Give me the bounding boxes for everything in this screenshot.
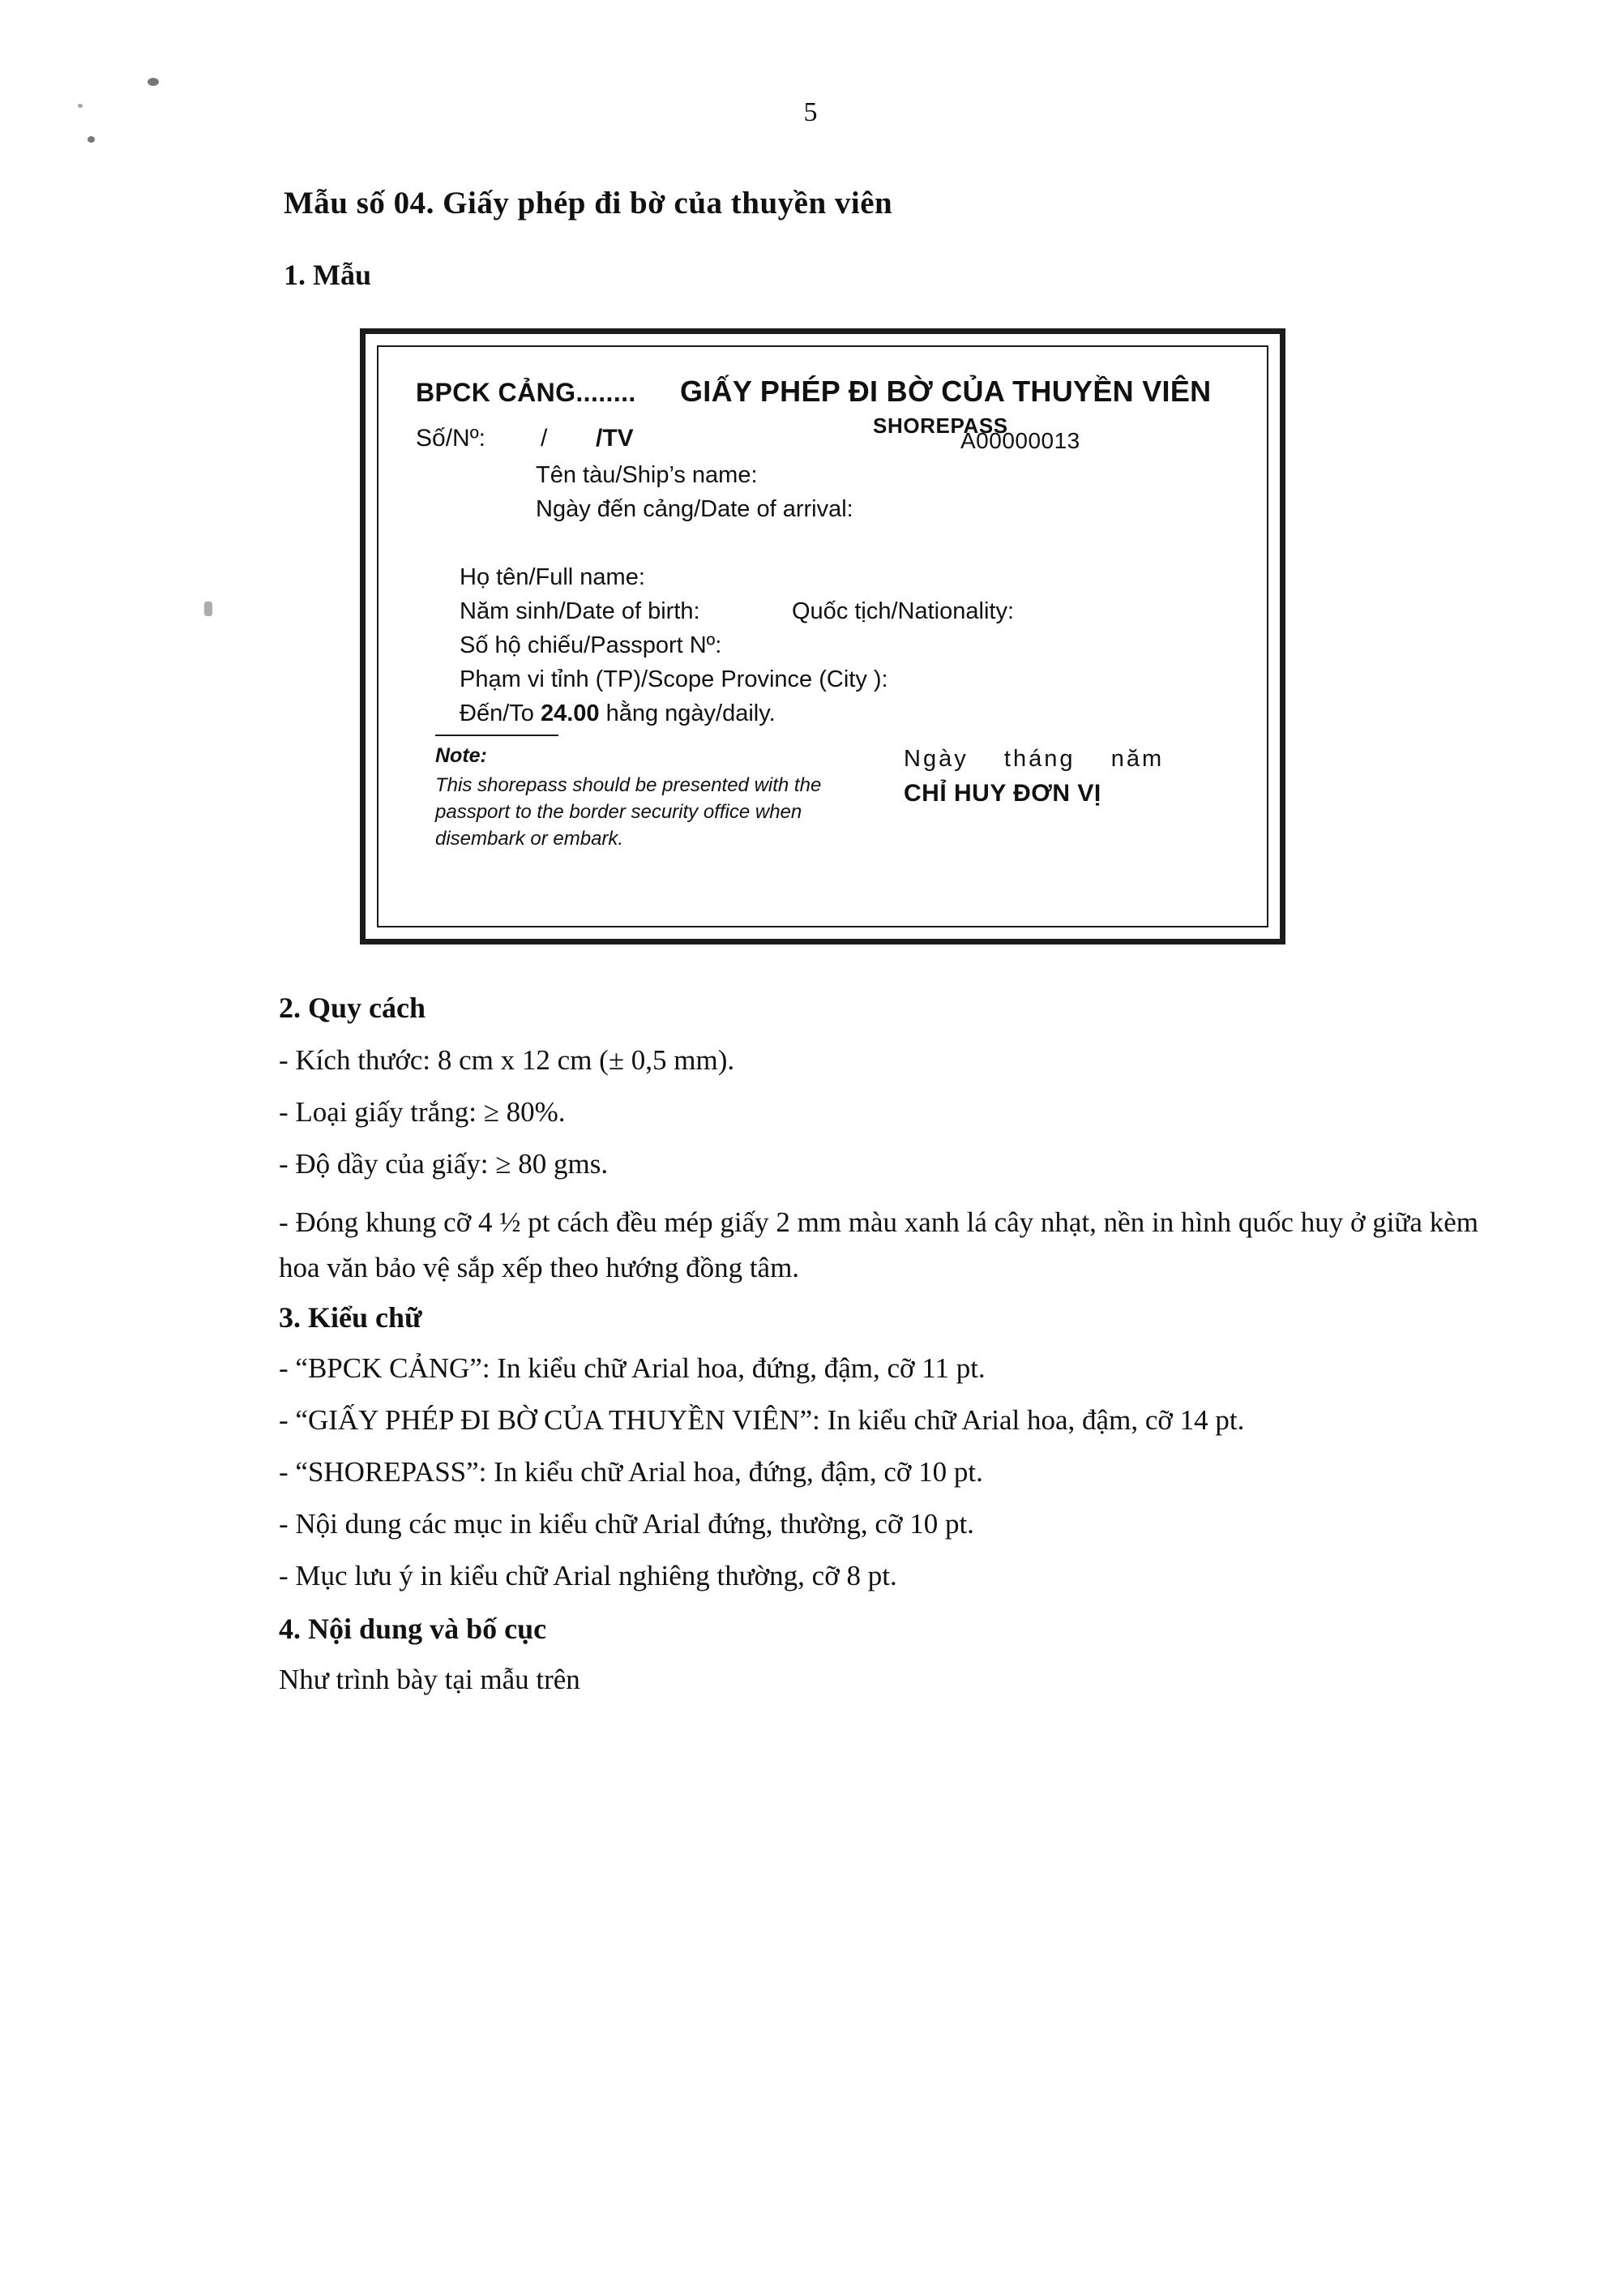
- scan-speck: [88, 136, 95, 143]
- card-scope-province-label: Phạm vi tỉnh (TP)/Scope Province (City ):: [460, 666, 888, 692]
- scan-speck: [204, 602, 212, 616]
- card-slash-separator: /: [541, 425, 548, 452]
- section-heading-2: 2. Quy cách: [279, 992, 426, 1024]
- card-note-text: This shorepass should be presented with the passport to the border security office when disembark or embark.: [435, 774, 822, 850]
- shorepass-card: [360, 328, 1285, 945]
- kieu-chu-item-5: - Mục lưu ý in kiểu chữ Arial nghiêng thường, cỡ 8 pt.: [279, 1560, 897, 1591]
- kieu-chu-item-4: - Nội dung các mục in kiểu chữ Arial đứng, thường, cỡ 10 pt.: [279, 1508, 974, 1540]
- page-number: 5: [803, 97, 818, 127]
- shorepass-card-inner-border: [377, 345, 1268, 927]
- card-signature-label: CHỈ HUY ĐƠN VỊ: [904, 780, 1101, 807]
- card-bpck-label: BPCK CẢNG........: [416, 378, 636, 407]
- card-full-name-label: Họ tên/Full name:: [460, 564, 645, 590]
- shorepass-card-content: [379, 347, 1267, 926]
- card-date-line: Ngày tháng năm: [904, 746, 1165, 772]
- kieu-chu-item-2: - “GIẤY PHÉP ĐI BỜ CỦA THUYỀN VIÊN”: In kiểu chữ Arial hoa, đậm, cỡ 14 pt.: [279, 1404, 1245, 1436]
- card-date-of-arrival-label: Ngày đến cảng/Date of arrival:: [536, 496, 853, 522]
- card-serial-number-label: Số/Nº:: [416, 425, 485, 452]
- kieu-chu-item-1: - “BPCK CẢNG”: In kiểu chữ Arial hoa, đứng, đậm, cỡ 11 pt.: [279, 1352, 986, 1384]
- section-heading-3: 3. Kiểu chữ: [279, 1301, 422, 1334]
- quy-cach-item-1: - Kích thước: 8 cm x 12 cm (± 0,5 mm).: [279, 1044, 735, 1076]
- card-valid-until-time: 24.00: [540, 700, 600, 726]
- card-tv-suffix: /TV: [596, 425, 634, 452]
- card-serial-value: A00000013: [960, 428, 1080, 453]
- quy-cach-item-2: - Loại giấy trắng: ≥ 80%.: [279, 1096, 566, 1128]
- card-passport-number-label: Số hộ chiếu/Passport Nº:: [460, 632, 722, 658]
- card-nationality-label: Quốc tịch/Nationality:: [792, 598, 1015, 624]
- page-title: Mẫu số 04. Giấy phép đi bờ của thuyền viên: [284, 186, 893, 221]
- card-main-title: GIẤY PHÉP ĐI BỜ CỦA THUYỀN VIÊN: [680, 375, 1212, 408]
- card-note-divider: [435, 735, 558, 736]
- scan-speck: [148, 78, 159, 86]
- noi-dung-text: Như trình bày tại mẫu trên: [279, 1664, 580, 1695]
- card-date-of-birth-label: Năm sinh/Date of birth:: [460, 598, 700, 624]
- kieu-chu-item-3: - “SHOREPASS”: In kiểu chữ Arial hoa, đứng, đậm, cỡ 10 pt.: [279, 1456, 983, 1488]
- quy-cach-paragraph: - Đóng khung cỡ 4 ½ pt cách đều mép giấy 2 mm màu xanh lá cây nhạt, nền in hình quốc huy ở giữa kèm hoa văn bảo vệ sắp xếp theo hướng đồng tâm.: [279, 1206, 1478, 1283]
- card-note-label: Note:: [435, 744, 487, 767]
- card-ship-name-label: Tên tàu/Ship’s name:: [536, 462, 758, 488]
- section-heading-4: 4. Nội dung và bố cục: [279, 1613, 547, 1645]
- section-heading-1: 1. Mẫu: [284, 259, 371, 291]
- card-valid-until-label: Đến/To 24.00 hằng ngày/daily.: [460, 700, 776, 726]
- quy-cach-item-3: - Độ dầy của giấy: ≥ 80 gms.: [279, 1148, 609, 1180]
- card-shorepass-label: SHOREPASS: [873, 413, 1008, 438]
